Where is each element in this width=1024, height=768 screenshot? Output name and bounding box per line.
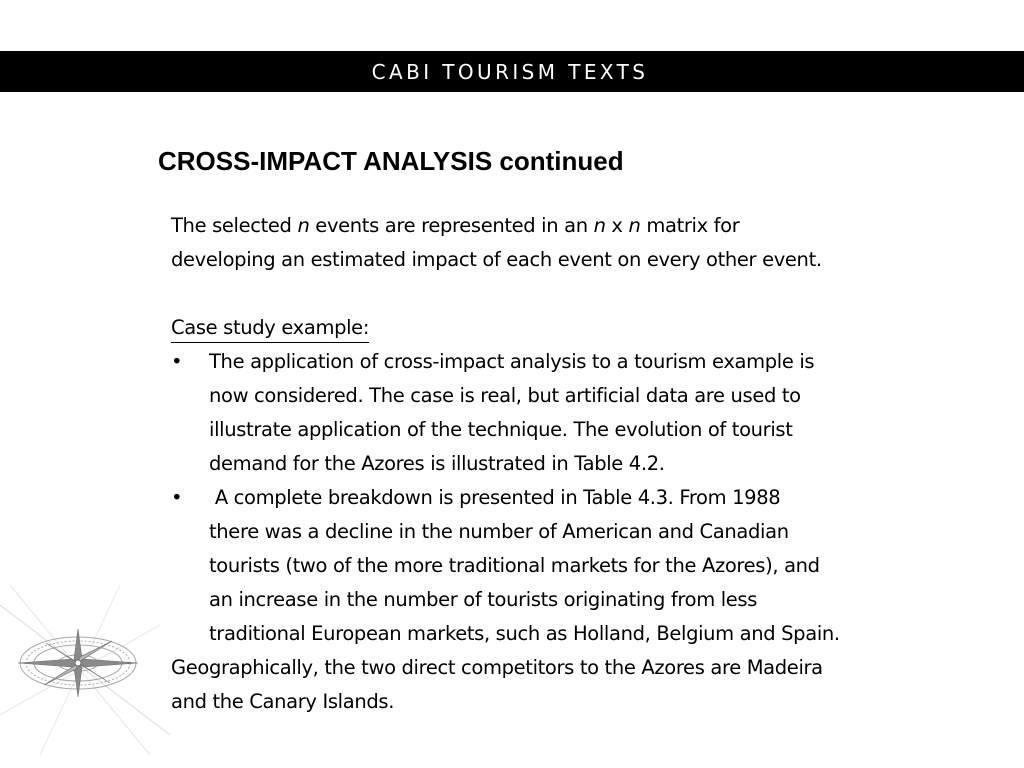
bullet-line: The application of cross-impact analysis to a tourism example is	[209, 350, 815, 373]
bullet-line: now considered. The case is real, but artificial data are used to	[209, 384, 801, 407]
intro-line-2: developing an estimated impact of each event on every other event.	[171, 248, 822, 271]
bullet-marker: •	[171, 350, 183, 373]
bullet-line: an increase in the number of tourists originating from less	[209, 588, 758, 611]
slide-body	[171, 209, 1001, 719]
header-banner	[0, 51, 1024, 92]
bullet-line: traditional European markets, such as Holland, Belgium and Spain.	[209, 622, 840, 645]
bullet-marker: •	[171, 486, 183, 509]
bullet-item-1	[171, 345, 1001, 481]
case-study-heading: Case study example:	[171, 311, 1001, 345]
banner-title: CABI TOURISM TEXTS	[371, 59, 649, 84]
spacer	[171, 277, 1001, 311]
compass-rose-icon	[0, 585, 170, 755]
intro-line-1: The selected n events are represented in an n x n matrix for	[171, 214, 740, 237]
bullet-line: there was a decline in the number of American and Canadian	[209, 520, 789, 543]
closing-line-1: Geographically, the two direct competitors to the Azores are Madeira	[171, 656, 823, 679]
bullet-item-2	[171, 481, 1001, 651]
bullet-line: tourists (two of the more traditional markets for the Azores), and	[209, 554, 820, 577]
bullet-text	[209, 345, 814, 481]
bullet-text	[209, 481, 840, 651]
closing-line-2: and the Canary Islands.	[171, 690, 395, 713]
bullet-line: demand for the Azores is illustrated in Table 4.2.	[209, 452, 665, 475]
bullet-line: A complete breakdown is presented in Table 4.3. From 1988	[209, 486, 781, 509]
bullet-line: illustrate application of the technique. The evolution of tourist	[209, 418, 793, 441]
slide-title: CROSS-IMPACT ANALYSIS continued	[158, 146, 624, 176]
